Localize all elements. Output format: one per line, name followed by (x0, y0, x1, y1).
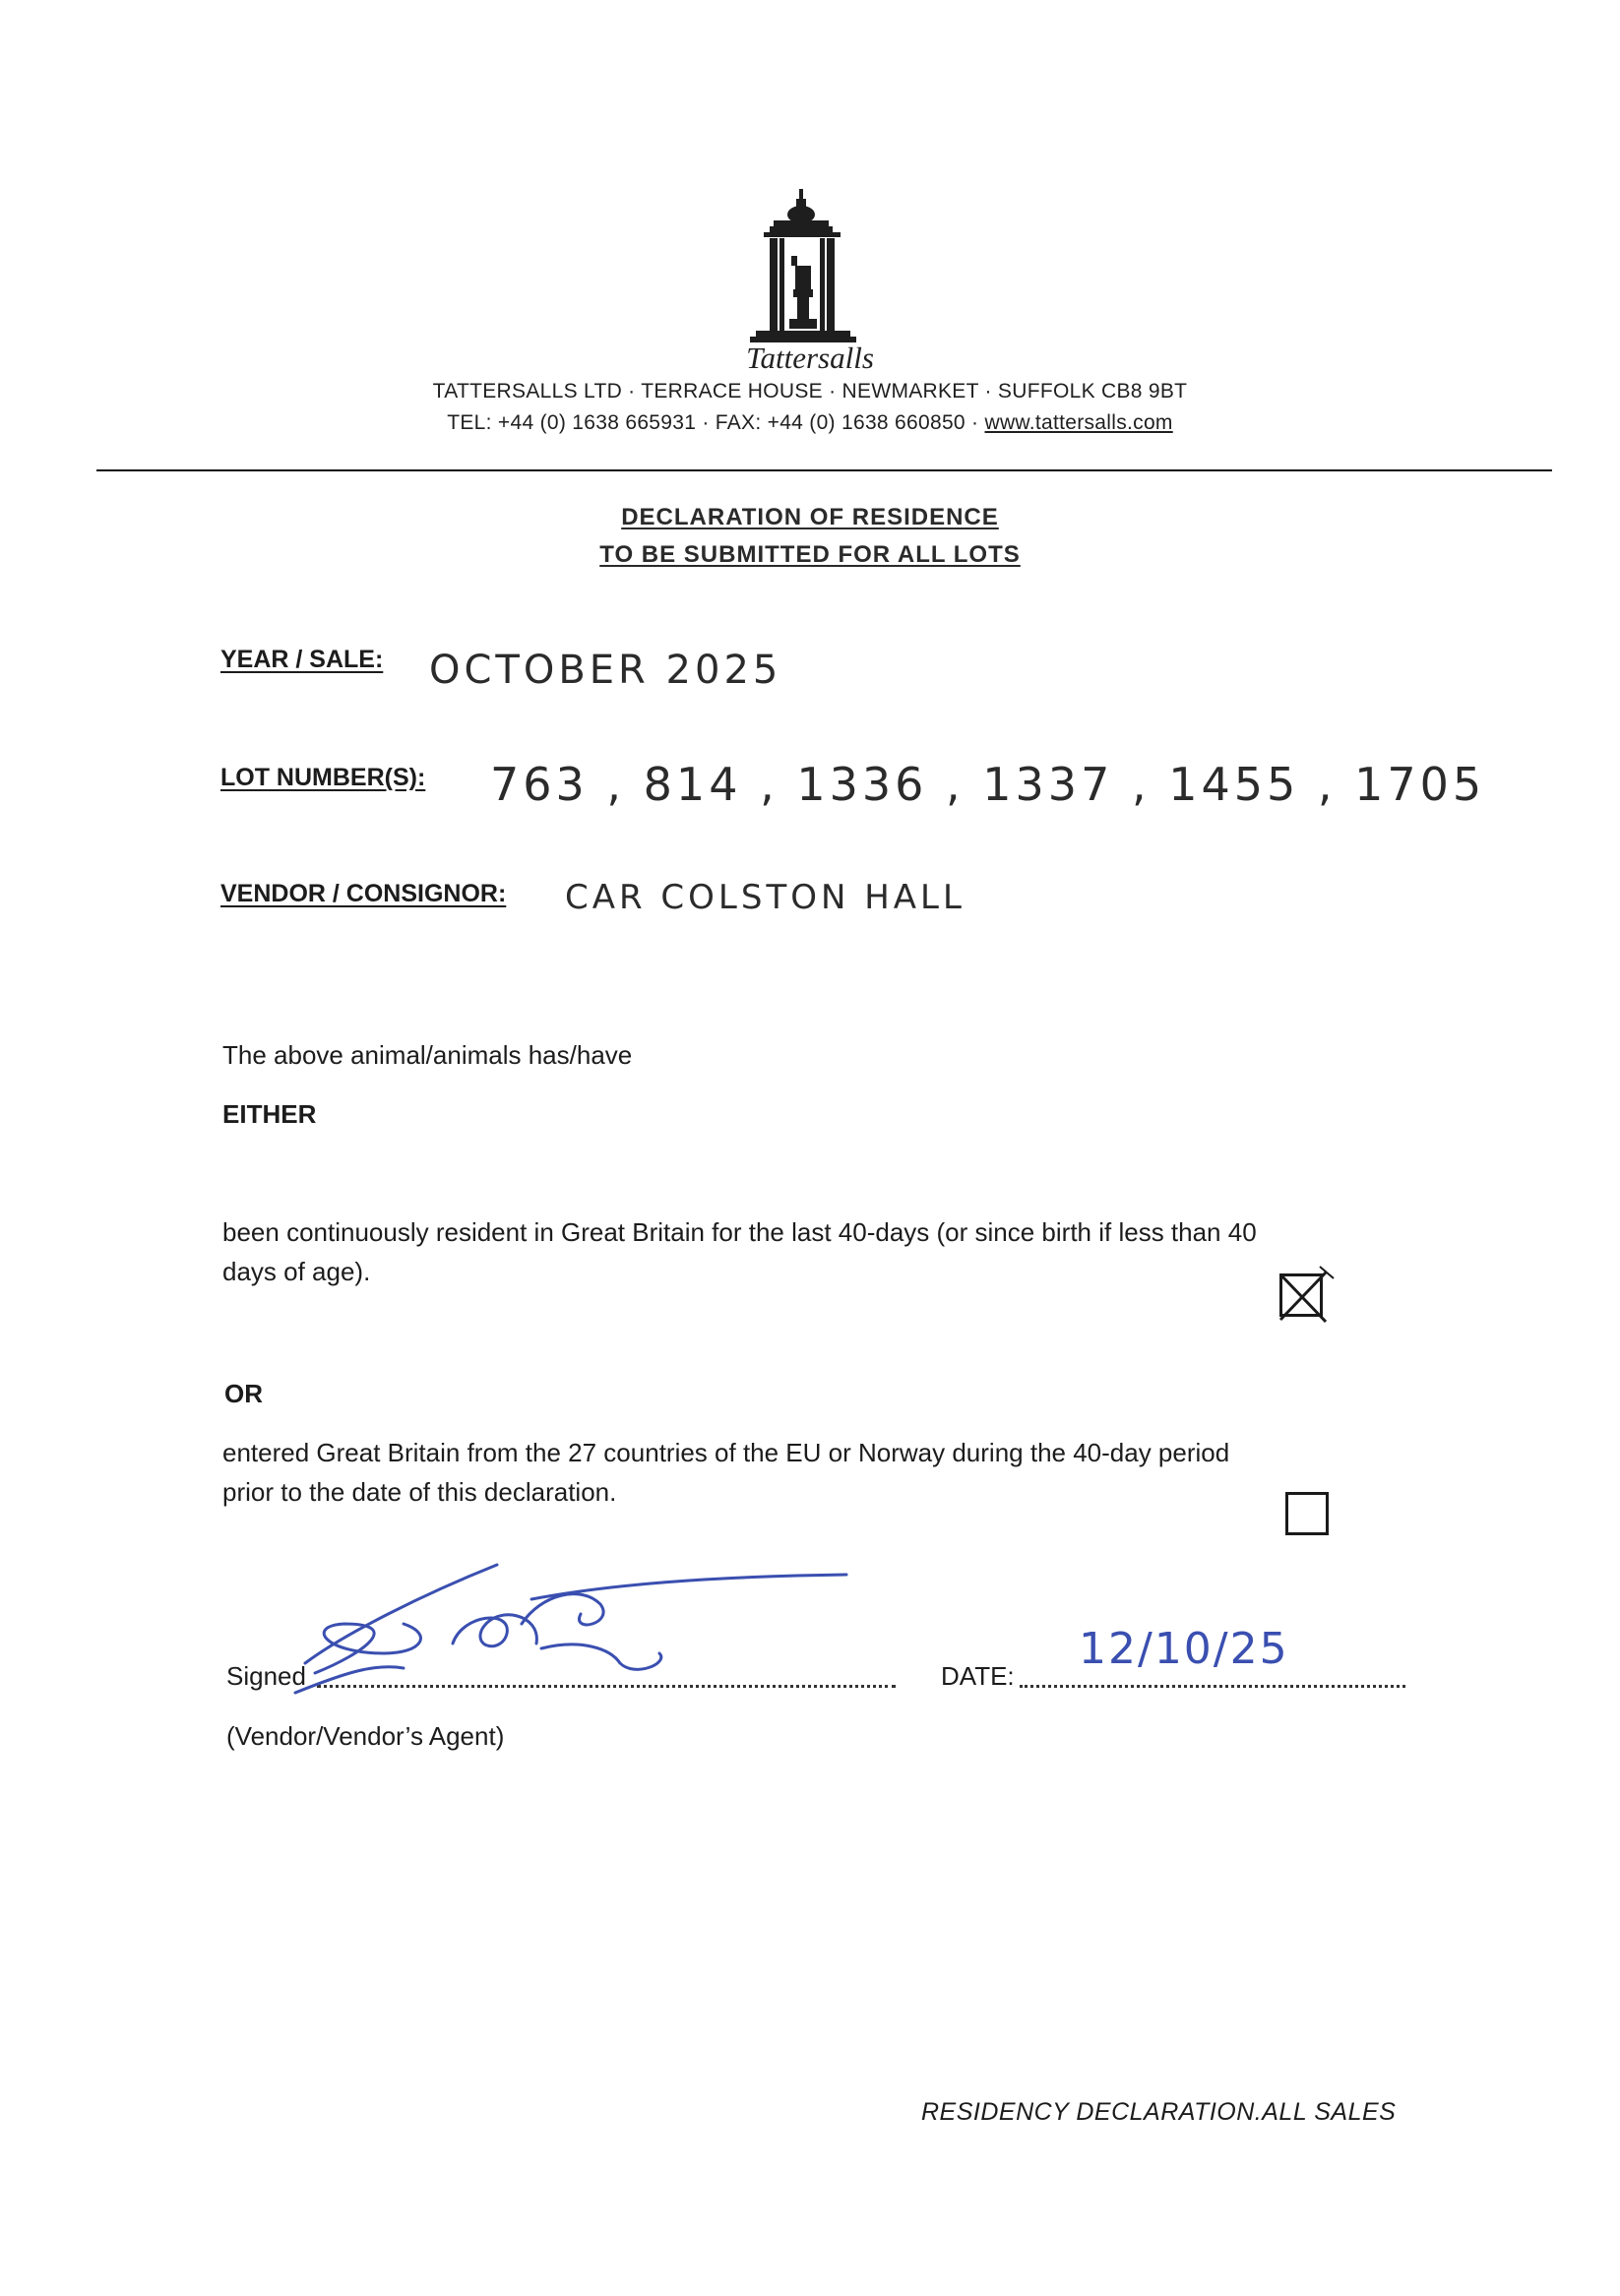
vendor-agent-label: (Vendor/Vendor’s Agent) (226, 1721, 505, 1751)
tattersalls-logo-icon (734, 187, 872, 344)
signature-scribble-icon (285, 1555, 876, 1703)
brand-name: Tattersalls (746, 341, 874, 375)
option2-text (222, 1433, 1423, 1512)
option1-checkbox[interactable] (1279, 1273, 1323, 1317)
year-sale-label: YEAR / SALE: (220, 646, 384, 673)
document-subtitle (0, 541, 1620, 569)
option1-text (222, 1212, 1423, 1291)
document-title-line2: TO BE SUBMITTED FOR ALL LOTS (599, 541, 1021, 568)
option1-line2: days of age). (222, 1257, 371, 1286)
option1-line1: been continuously resident in Great Britain for the last 40-days (or since birth if less than 40 (222, 1217, 1257, 1247)
option2-checkbox[interactable] (1285, 1492, 1329, 1535)
document-title-line1: DECLARATION OF RESIDENCE (621, 504, 999, 530)
either-label: EITHER (222, 1099, 317, 1129)
document-title (0, 504, 1620, 531)
lot-numbers-label: LOT NUMBER(S): (220, 764, 426, 791)
website-link[interactable]: www.tattersalls.com (984, 411, 1173, 434)
option2-line1: entered Great Britain from the 27 countries of the EU or Norway during the 40-day period (222, 1438, 1230, 1467)
vendor-label: VENDOR / CONSIGNOR: (220, 880, 507, 907)
address-line: TATTERSALLS LTD · TERRACE HOUSE · NEWMARKET · SUFFOLK CB8 9BT (432, 380, 1188, 403)
header-divider (96, 469, 1552, 471)
check-x-icon (1277, 1271, 1336, 1330)
lot-numbers-value[interactable]: 763 , 814 , 1336 , 1337 , 1455 , 1705 (490, 758, 1486, 811)
contact-text: TEL: +44 (0) 1638 665931 · FAX: +44 (0) 1638 660850 · (447, 411, 985, 434)
vendor-value[interactable]: CAR COLSTON HALL (565, 878, 966, 917)
or-label: OR (224, 1379, 263, 1408)
option2-line2: prior to the date of this declaration. (222, 1477, 617, 1507)
statement-intro: The above animal/animals has/have (222, 1040, 633, 1070)
footer-reference: RESIDENCY DECLARATION.ALL SALES (921, 2098, 1397, 2126)
signed-label: Signed (226, 1661, 306, 1691)
contact-line (0, 411, 1620, 435)
date-value[interactable]: 12/10/25 (1079, 1624, 1289, 1674)
date-line[interactable] (1020, 1685, 1405, 1688)
date-label: DATE: (941, 1661, 1015, 1691)
year-sale-value[interactable]: OCTOBER 2025 (429, 648, 782, 693)
